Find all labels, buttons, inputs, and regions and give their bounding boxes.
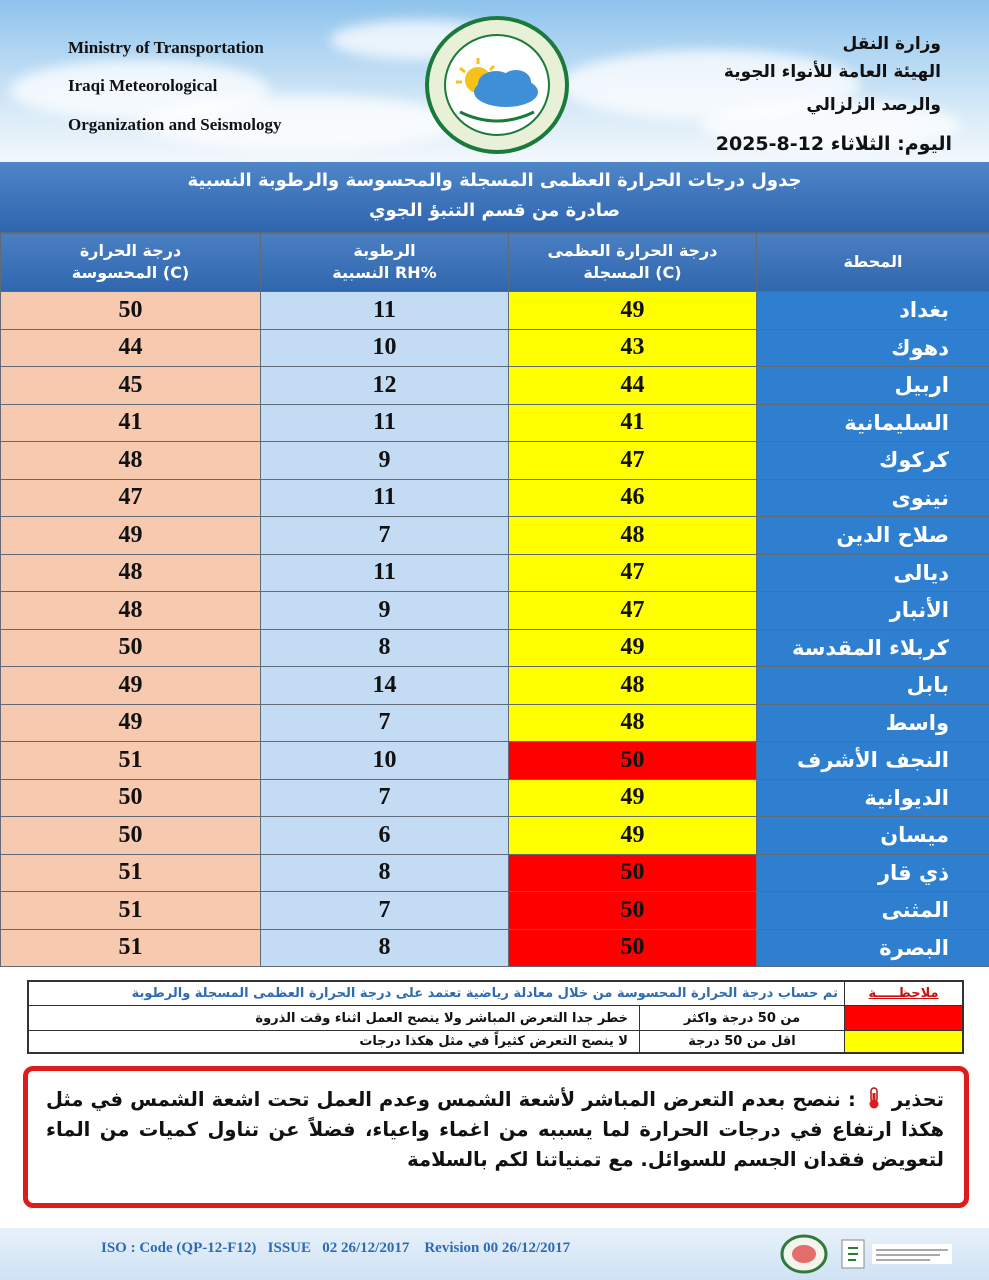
table-header-row	[1, 233, 989, 292]
organization-logo	[420, 12, 574, 158]
station-cell: السليمانية	[757, 404, 989, 442]
feels-like-cell: 48	[1, 554, 261, 592]
table-title: جدول درجات الحرارة العظمى المسجلة والمحسوسة والرطوبة النسبية	[187, 170, 802, 191]
table-row	[1, 704, 989, 742]
temperature-table	[0, 232, 989, 967]
feels-like-cell: 47	[1, 479, 261, 517]
station-cell: الأنبار	[757, 592, 989, 630]
feels-like-cell: 49	[1, 667, 261, 705]
station-cell: نينوى	[757, 479, 989, 517]
humidity-cell: 7	[261, 517, 509, 555]
max-temp-cell: 49	[509, 292, 757, 330]
col-header-station-label: المحطة	[843, 252, 903, 271]
col-header-rh-line2: النسبية RH%	[332, 263, 437, 282]
feels-like-cell: 41	[1, 404, 261, 442]
feels-like-cell: 51	[1, 742, 261, 780]
max-temp-cell: 41	[509, 404, 757, 442]
station-cell: بغداد	[757, 292, 989, 330]
humidity-cell: 10	[261, 329, 509, 367]
legend-red-swatch	[844, 1006, 962, 1030]
station-cell: ديالى	[757, 554, 989, 592]
footer	[0, 1228, 989, 1280]
organization-ar-1: الهيئة العامة للأنواء الجوية	[723, 62, 941, 82]
feels-like-cell: 51	[1, 854, 261, 892]
legend-yellow-range: اقل من 50 درجة	[688, 1034, 796, 1049]
humidity-cell: 7	[261, 704, 509, 742]
max-temp-cell: 49	[509, 817, 757, 855]
station-cell: دهوك	[757, 329, 989, 367]
humidity-cell: 8	[261, 629, 509, 667]
table-row	[1, 442, 989, 480]
max-temp-cell: 50	[509, 929, 757, 967]
table-row	[1, 854, 989, 892]
legend-note: تم حساب درجة الحرارة المحسوسة من خلال معادلة رياضية تعتمد على درجة الحرارة العظمى المسجلة والرطوبة	[131, 986, 838, 1001]
humidity-cell: 9	[261, 442, 509, 480]
table-body	[1, 292, 989, 967]
feels-like-cell: 51	[1, 892, 261, 930]
table-row	[1, 929, 989, 967]
max-temp-cell: 47	[509, 442, 757, 480]
station-cell: اربيل	[757, 367, 989, 405]
table-row	[1, 817, 989, 855]
feels-like-cell: 49	[1, 517, 261, 555]
feels-like-cell: 50	[1, 817, 261, 855]
max-temp-cell: 48	[509, 704, 757, 742]
table-row	[1, 292, 989, 330]
table-row	[1, 479, 989, 517]
col-header-rh	[261, 233, 509, 292]
table-row	[1, 629, 989, 667]
legend-red-row	[29, 1006, 962, 1031]
humidity-cell: 8	[261, 929, 509, 967]
table-row	[1, 742, 989, 780]
col-header-tmax	[509, 233, 757, 292]
station-cell: الديوانية	[757, 779, 989, 817]
table-row	[1, 517, 989, 555]
humidity-cell: 10	[261, 742, 509, 780]
station-cell: بابل	[757, 667, 989, 705]
organization-en-2: Organization and Seismology	[68, 115, 282, 134]
station-cell: البصرة	[757, 929, 989, 967]
certification-logos	[780, 1234, 960, 1274]
feels-like-cell: 49	[1, 704, 261, 742]
station-cell: واسط	[757, 704, 989, 742]
max-temp-cell: 49	[509, 629, 757, 667]
feels-like-cell: 50	[1, 629, 261, 667]
max-temp-cell: 48	[509, 517, 757, 555]
max-temp-cell: 47	[509, 592, 757, 630]
max-temp-cell: 46	[509, 479, 757, 517]
col-header-station	[757, 233, 989, 292]
col-header-feels	[1, 233, 261, 292]
warning-label: تحذير	[891, 1088, 944, 1111]
header	[0, 0, 989, 162]
legend-note-label: ملاحظـــــة	[868, 986, 939, 1001]
thermometer-icon	[867, 1087, 881, 1109]
max-temp-cell: 44	[509, 367, 757, 405]
organization-ar-2: والرصد الزلزالي	[806, 95, 941, 115]
col-header-rh-line1: الرطوبة	[353, 241, 416, 260]
feels-like-cell: 44	[1, 329, 261, 367]
max-temp-cell: 50	[509, 742, 757, 780]
humidity-cell: 7	[261, 779, 509, 817]
table-row	[1, 404, 989, 442]
table-row	[1, 667, 989, 705]
feels-like-cell: 48	[1, 442, 261, 480]
feels-like-cell: 51	[1, 929, 261, 967]
table-row	[1, 892, 989, 930]
footer-iso-code: ISO : Code (QP-12-F12) ISSUE 02 26/12/2017 Revision 00 26/12/2017	[101, 1240, 571, 1256]
max-temp-cell: 49	[509, 779, 757, 817]
max-temp-cell: 47	[509, 554, 757, 592]
ministry-en: Ministry of Transportation	[68, 38, 264, 57]
humidity-cell: 14	[261, 667, 509, 705]
col-header-tmax-line2: المسجلة (C)	[583, 263, 682, 282]
warning-box	[23, 1066, 969, 1208]
legend-note-row	[29, 982, 962, 1006]
max-temp-cell: 50	[509, 854, 757, 892]
max-temp-cell: 43	[509, 329, 757, 367]
legend-red-range: من 50 درجة واكثر	[683, 1010, 801, 1026]
organization-en-1: Iraqi Meteorological	[68, 76, 218, 95]
humidity-cell: 9	[261, 592, 509, 630]
warning-message: : ننصح بعدم التعرض المباشر لأشعة الشمس وعدم العمل تحت اشعة الشمس في مثل هكذا ارتفاع في درجات الحرارة لما يسببه من اغماء واعياء، فضلاً عن تناول كميات من الماء لتعويض فقدان الجسم للسوائل. مع تمنياتنا لكم بالسلامة	[46, 1088, 944, 1171]
humidity-cell: 11	[261, 554, 509, 592]
warning-text	[46, 1085, 944, 1175]
legend-yellow-text: لا ينصح التعرض كثيراً في مثل هكذا درجات	[359, 1034, 628, 1049]
ministry-ar: وزارة النقل	[842, 34, 941, 54]
table-subtitle: صادرة من قسم التنبؤ الجوي	[369, 200, 620, 221]
humidity-cell: 11	[261, 404, 509, 442]
feels-like-cell: 50	[1, 779, 261, 817]
humidity-cell: 11	[261, 479, 509, 517]
feels-like-cell: 50	[1, 292, 261, 330]
feels-like-cell: 45	[1, 367, 261, 405]
legend-yellow-swatch	[844, 1031, 962, 1052]
humidity-cell: 8	[261, 854, 509, 892]
feels-like-cell: 48	[1, 592, 261, 630]
station-cell: كركوك	[757, 442, 989, 480]
report-date: اليوم: الثلاثاء 12-8-2025	[715, 133, 952, 155]
station-cell: كربلاء المقدسة	[757, 629, 989, 667]
station-cell: ميسان	[757, 817, 989, 855]
humidity-cell: 12	[261, 367, 509, 405]
table-row	[1, 329, 989, 367]
col-header-feels-line2: المحسوسة (C)	[71, 263, 190, 282]
legend-box	[27, 980, 964, 1054]
humidity-cell: 11	[261, 292, 509, 330]
col-header-tmax-line1: درجة الحرارة العظمى	[547, 241, 718, 260]
station-cell: صلاح الدين	[757, 517, 989, 555]
station-cell: ذي قار	[757, 854, 989, 892]
legend-yellow-row	[29, 1031, 962, 1052]
legend-red-text: خطر جدا التعرض المباشر ولا ينصح العمل اثناء وقت الذروة	[255, 1010, 628, 1026]
table-row	[1, 554, 989, 592]
station-cell: المثنى	[757, 892, 989, 930]
table-row	[1, 367, 989, 405]
max-temp-cell: 50	[509, 892, 757, 930]
col-header-feels-line1: درجة الحرارة	[79, 241, 182, 260]
station-cell: النجف الأشرف	[757, 742, 989, 780]
table-title-band	[0, 162, 989, 232]
table-row	[1, 592, 989, 630]
max-temp-cell: 48	[509, 667, 757, 705]
humidity-cell: 6	[261, 817, 509, 855]
humidity-cell: 7	[261, 892, 509, 930]
table-row	[1, 779, 989, 817]
